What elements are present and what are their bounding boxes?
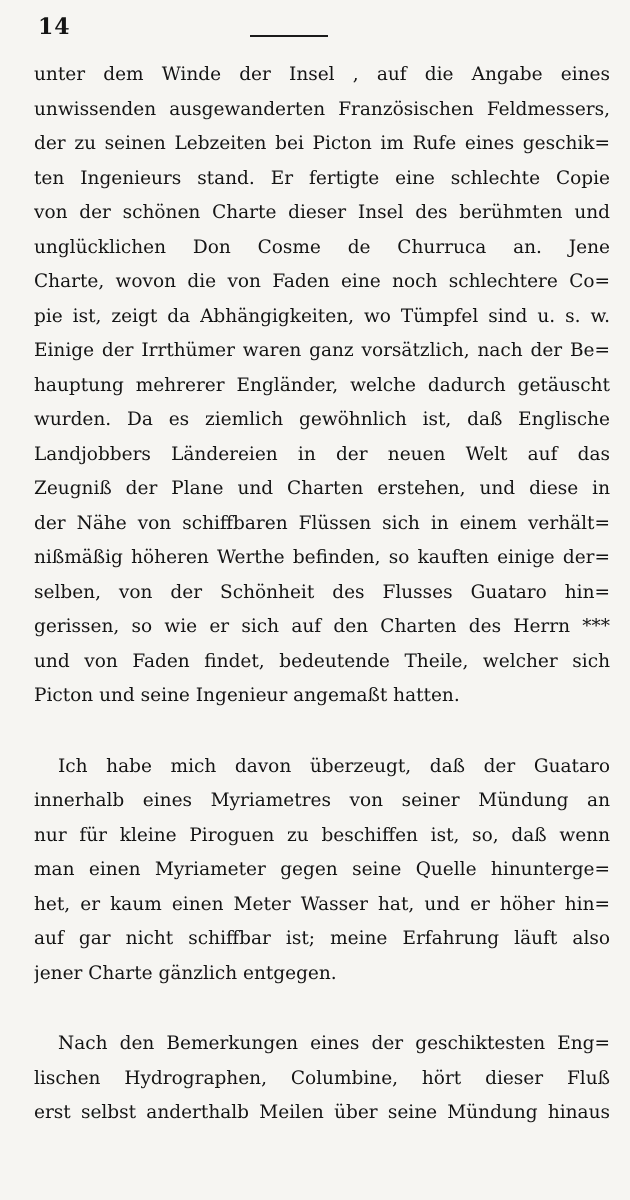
text-line: Einige der Irrthümer waren ganz vorsätzlich, nach der Be= [34, 340, 610, 361]
text-line: selben, von der Schönheit des Flusses Guataro hin= [34, 581, 610, 603]
body-text [34, 58, 610, 1131]
text-line: Picton und seine Ingenieur angemaßt hatten. [34, 685, 460, 706]
text-line: innerhalb eines Myriametres von seiner Mündung an [34, 790, 610, 811]
text-line: und von Faden findet, bedeutende Theile, welcher sich [34, 650, 610, 672]
text-line: wurden. Da es ziemlich gewöhnlich ist, daß Englische [34, 409, 610, 430]
text-line: ten Ingenieurs stand. Er fertigte eine schlechte Copie [34, 167, 610, 189]
text-line: pie ist, zeigt da Abhängigkeiten, wo Tümpfel sind u. s. w. [34, 305, 610, 327]
text-line: nur für kleine Piroguen zu beschiffen ist, so, daß wenn [34, 824, 610, 846]
text-line: auf gar nicht schiffbar ist; meine Erfahrung läuft also [34, 928, 610, 949]
text-line: Zeugniß der Plane und Charten erstehen, und diese in [34, 478, 610, 499]
paragraph-gap [34, 714, 610, 750]
text-line: erst selbst anderthalb Meilen über seine Mündung hinaus [34, 1102, 610, 1123]
page-number: 14 [38, 14, 71, 40]
text-line: nißmäßig höheren Werthe befinden, so kauften einige der= [34, 547, 610, 568]
header-rule [250, 35, 328, 37]
text-line: unter dem Winde der Insel , auf die Angabe eines [34, 64, 610, 85]
text-line: der zu seinen Lebzeiten bei Picton im Rufe eines geschik= [34, 133, 610, 154]
text-line: Nach den Bemerkungen eines der geschiktesten Eng= [58, 1033, 610, 1054]
text-line: man einen Myriameter gegen seine Quelle hinunterge= [34, 859, 610, 880]
text-line: jener Charte gänzlich entgegen. [34, 962, 337, 984]
text-line: der Nähe von schiffbaren Flüssen sich in einem verhält= [34, 512, 610, 534]
paragraph-gap [34, 991, 610, 1027]
text-line: hauptung mehrerer Engländer, welche dadurch getäuscht [34, 374, 610, 396]
text-line: unwissenden ausgewanderten Französischen Feldmessers, [34, 98, 610, 120]
paragraph [34, 58, 610, 714]
text-line: Charte, wovon die von Faden eine noch schlechtere Co= [34, 271, 610, 292]
text-line: von der schönen Charte dieser Insel des berühmten und [34, 202, 610, 223]
text-line: het, er kaum einen Meter Wasser hat, und er höher hin= [34, 893, 610, 915]
text-line: Ich habe mich davon überzeugt, daß der Guataro [58, 755, 610, 777]
text-line: unglücklichen Don Cosme de Churruca an. Jene [34, 236, 610, 258]
paragraph [34, 750, 610, 992]
paragraph [34, 1027, 610, 1131]
text-line: Landjobbers Ländereien in der neuen Welt auf das [34, 443, 610, 465]
text-line: lischen Hydrographen, Columbine, hört dieser Fluß [34, 1067, 610, 1089]
text-line: gerissen, so wie er sich auf den Charten des Herrn *** [34, 616, 610, 637]
